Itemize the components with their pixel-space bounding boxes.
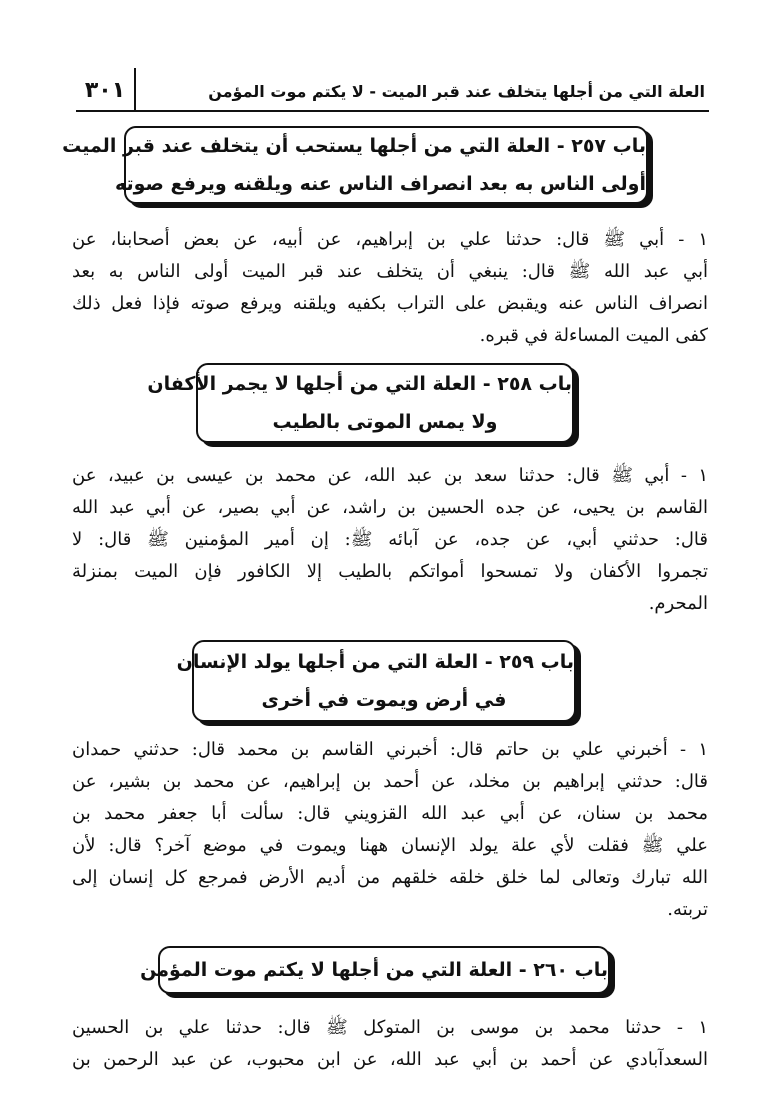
chapter-heading-line: أولى الناس به بعد انصراف الناس عنه ويلقنه ويرفع صوته — [114, 173, 646, 195]
text-line: السعدآبادي عن أحمد بن أبي عبد الله، عن ابن محبوب، عن عبد الرحمن بن — [72, 1049, 708, 1070]
running-title: العلة التي من أجلها يتخلف عند قبر الميت - لا يكتم موت المؤمن — [208, 82, 705, 101]
hadith-paragraph — [72, 460, 708, 620]
chapter-heading-258 — [147, 363, 574, 443]
header-rule — [76, 110, 709, 112]
text-line: الله تبارك وتعالى لما خلق خلقه خلقهم من أديم الأرض فمرجع كل إنسان إلى — [72, 867, 708, 888]
text-line: ١ - أخبرني علي بن حاتم قال: أخبرني القاسم بن محمد قال: حدثني حمدان — [72, 739, 708, 760]
running-header — [76, 68, 709, 112]
text-line: المحرم. — [648, 593, 708, 614]
chapter-heading-260 — [140, 946, 610, 994]
hadith-paragraph — [72, 1012, 708, 1076]
text-line: ١ - حدثنا محمد بن موسى بن المتوكل ﷺ قال: حدثنا علي بن الحسين — [72, 1017, 708, 1038]
chapter-heading-line: باب ٢٥٧ - العلة التي من أجلها يستحب أن يتخلف عند قبر الميت — [62, 135, 646, 157]
hadith-paragraph — [72, 734, 708, 926]
chapter-heading-line: في أرض ويموت في أخرى — [261, 689, 507, 711]
chapter-heading-line: باب ٢٥٩ - العلة التي من أجلها يولد الإنسان — [176, 651, 574, 673]
text-line: أبي عبد الله ﷺ قال: ينبغي أن يتخلف عند قبر الميت أولى الناس به بعد — [72, 261, 708, 282]
text-line: ١ - أبي ﷺ قال: حدثنا علي بن إبراهيم، عن أبيه، عن بعض أصحابنا، عن — [72, 229, 708, 250]
text-line: قال: حدثني إبراهيم بن مخلد، عن أحمد بن إبراهيم، عن محمد بن بشير، عن — [72, 771, 708, 792]
text-line: كفى الميت المساءلة في قبره. — [479, 325, 708, 346]
chapter-heading-line: باب ٢٦٠ - العلة التي من أجلها لا يكتم موت المؤمن — [140, 959, 608, 981]
text-line: ١ - أبي ﷺ قال: حدثنا سعد بن عبد الله، عن محمد بن عيسى بن عبيد، عن — [72, 465, 708, 486]
text-line: انصراف الناس عنه ويقبض على التراب بكفيه ويلقنه ويرفع صوته فإذا فعل ذلك — [72, 293, 708, 314]
text-line: تجمروا الأكفان ولا تمسحوا أمواتكم بالطيب إلا الكافور فإن الميت بمنزلة — [72, 561, 708, 582]
hadith-paragraph — [72, 224, 708, 352]
page-number: ٣٠١ — [76, 68, 136, 112]
chapter-heading-257 — [62, 126, 648, 204]
text-line: تربته. — [667, 899, 708, 920]
chapter-heading-line: باب ٢٥٨ - العلة التي من أجلها لا يجمر الأكفان — [147, 373, 572, 395]
text-line: القاسم بن يحيى، عن جده الحسين بن راشد، عن أبي بصير، عن أبي عبد الله — [72, 497, 708, 518]
chapter-heading-line: ولا يمس الموتى بالطيب — [272, 411, 498, 433]
text-line: محمد بن سنان، عن أبي عبد الله القزويني قال: سألت أبا جعفر محمد بن — [72, 803, 708, 824]
text-line: قال: حدثني أبي، عن جده، عن آبائه ﷺ: إن أمير المؤمنين ﷺ قال: لا — [72, 529, 708, 550]
chapter-heading-259 — [176, 640, 576, 722]
text-line: علي ﷺ فقلت لأي علة يولد الإنسان ههنا ويموت في موضع آخر؟ قال: لأن — [72, 835, 708, 856]
